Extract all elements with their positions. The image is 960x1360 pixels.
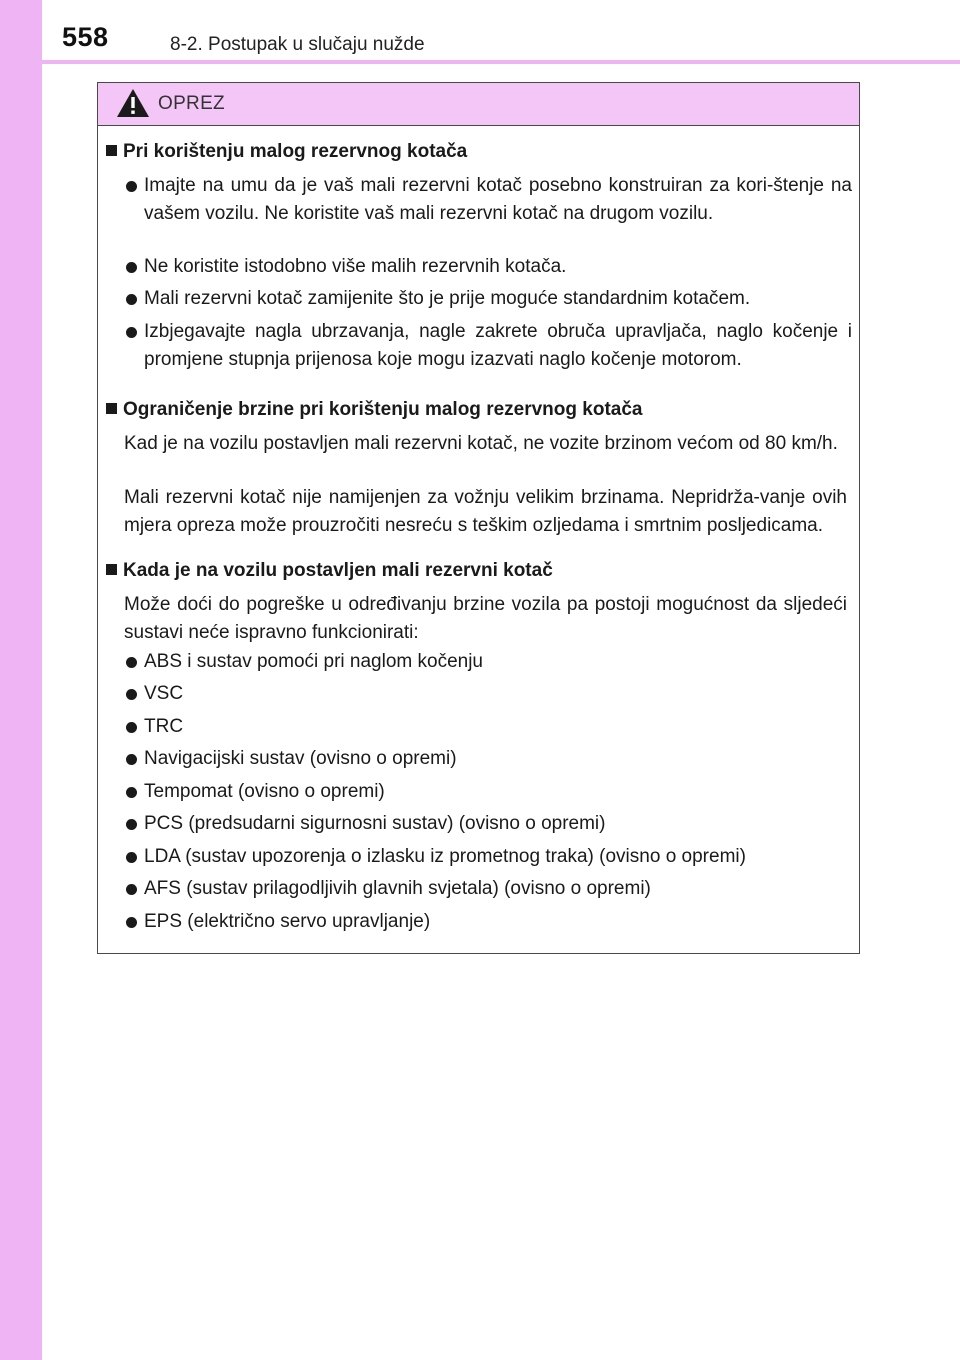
section-heading [106,399,642,421]
list-item: AFS (sustav prilagodljivih glavnih svjetala) (ovisno o opremi) [124,875,852,903]
list-item: Navigacijski sustav (ovisno o opremi) [124,745,852,773]
bullet-dot-icon [126,294,137,305]
bullet-dot-icon [126,657,137,668]
section-heading [106,141,467,163]
list-item: Imajte na umu da je vaš mali rezervni kotač posebno konstruiran za kori-štenje na vašem vozilu. Ne koristite vaš mali rezervni kotač na drugom vozilu. [124,172,852,228]
section-heading-text: Ograničenje brzine pri korištenju malog rezervnog kotača [123,399,643,420]
bullet-dot-icon [126,181,137,192]
bullet-dot-icon [126,754,137,765]
list-item: LDA (sustav upozorenja o izlasku iz prometnog traka) (ovisno o opremi) [124,843,852,871]
bullet-dot-icon [126,884,137,895]
bullet-dot-icon [126,327,137,338]
header-rule [42,60,960,64]
bullet-dot-icon [126,262,137,273]
section-heading [106,560,553,582]
list-item: Tempomat (ovisno o opremi) [124,778,852,806]
bullet-dot-icon [126,722,137,733]
paragraph: Kad je na vozilu postavljen mali rezervni kotač, ne vozite brzinom većom od 80 km/h. [124,433,838,454]
section-heading-text: Kada je na vozilu postavljen mali rezervni kotač [123,560,553,581]
paragraph: Može doći do pogreške u određivanju brzine vozila pa postoji mogućnost da sljedeći sustavi neće ispravno funkcionirati: [124,594,847,643]
square-bullet-icon [106,403,117,414]
list-item: Mali rezervni kotač zamijenite što je prije moguće standardnim kotačem. [124,285,852,313]
square-bullet-icon [106,564,117,575]
list-item: TRC [124,713,852,741]
section-title: 8-2. Postupak u slučaju nužde [170,34,425,55]
caution-box [97,82,860,954]
bullet-dot-icon [126,787,137,798]
list-item: ABS i sustav pomoći pri naglom kočenju [124,648,852,676]
bullet-dot-icon [126,819,137,830]
list-item: Izbjegavajte nagla ubrzavanja, nagle zakrete obruča upravljača, naglo kočenje i promjene stupnja prijenosa koje mogu izazvati naglo kočenje motorom. [124,318,852,374]
list-item: PCS (predsudarni sigurnosni sustav) (ovisno o opremi) [124,810,852,838]
list-item: VSC [124,680,852,708]
side-color-strip [0,0,42,1360]
bullet-dot-icon [126,852,137,863]
bullet-dot-icon [126,917,137,928]
list-item: EPS (električno servo upravljanje) [124,908,852,936]
list-item: Ne koristite istodobno više malih rezervnih kotača. [124,253,852,281]
square-bullet-icon [106,145,117,156]
caution-header [98,83,859,126]
caution-label: OPREZ [158,93,225,114]
paragraph: Mali rezervni kotač nije namijenjen za vožnju velikim brzinama. Nepridrža-vanje ovih mjera opreza može prouzročiti nesreću s teškim ozljedama i smrtnim posljedicama. [124,487,847,536]
section-heading-text: Pri korištenju malog rezervnog kotača [123,141,468,162]
bullet-dot-icon [126,689,137,700]
warning-triangle-icon [116,88,150,118]
page-number: 558 [62,22,109,52]
